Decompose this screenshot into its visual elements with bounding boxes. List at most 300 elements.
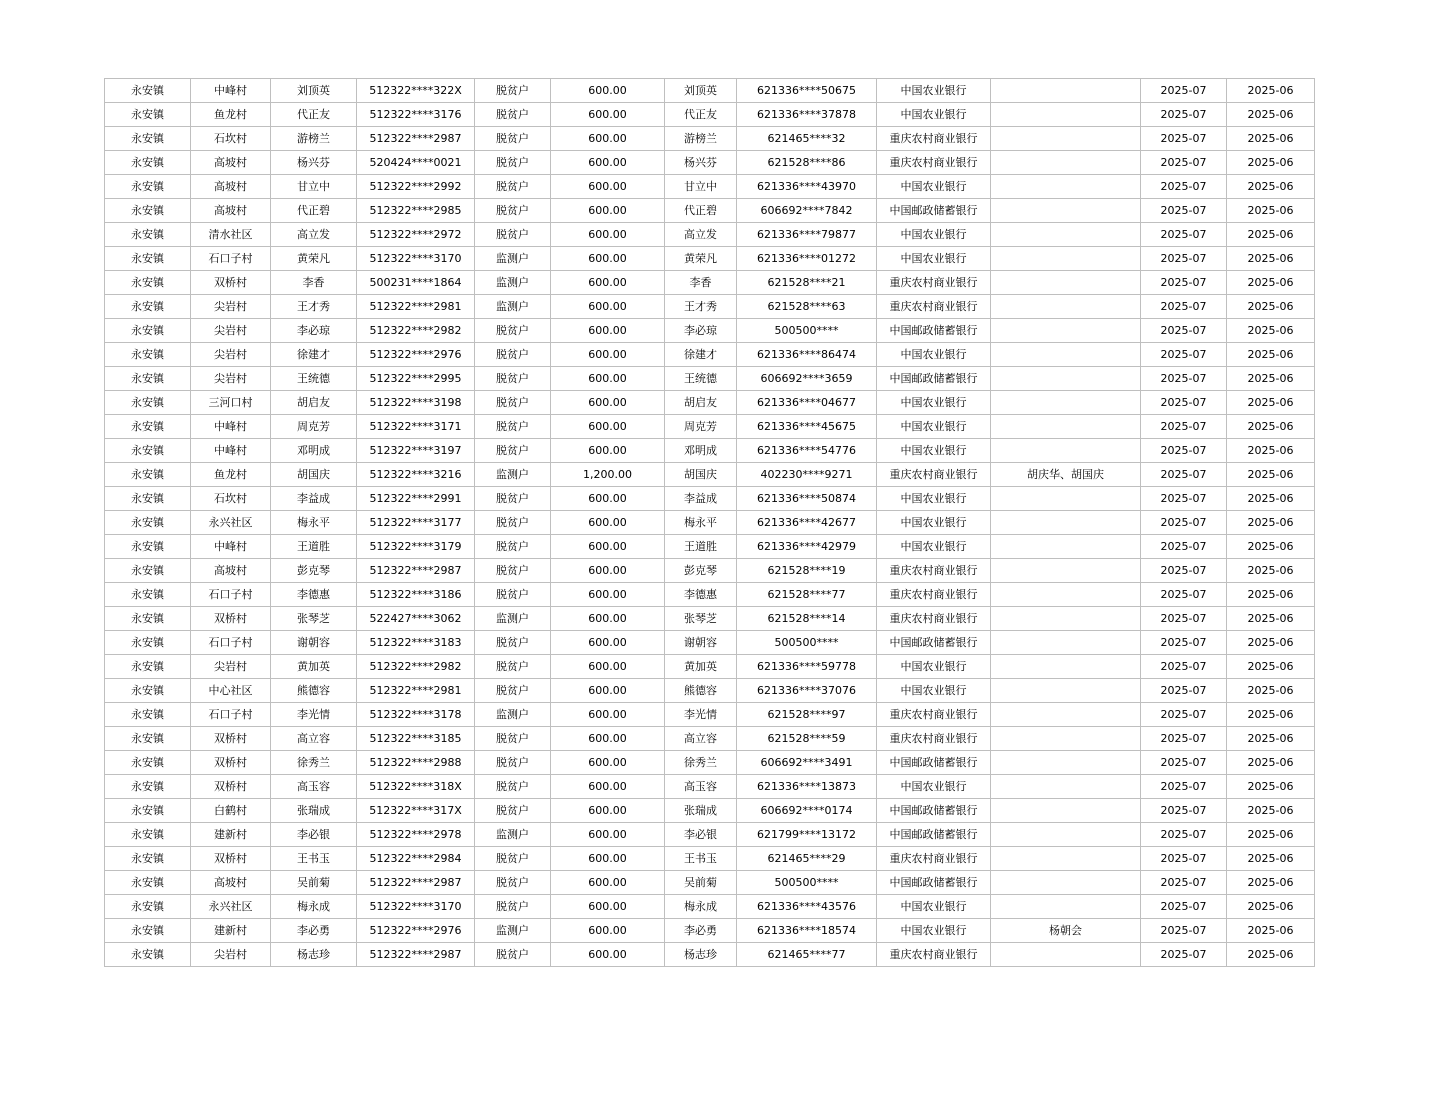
note-cell (991, 943, 1141, 967)
account-holder-cell: 王统德 (665, 367, 737, 391)
household-type-cell: 监测户 (475, 271, 551, 295)
period-month-cell: 2025-06 (1227, 271, 1315, 295)
name-cell: 黄加英 (271, 655, 357, 679)
town-cell: 永安镇 (105, 223, 191, 247)
table-row (105, 391, 1315, 415)
amount-cell: 600.00 (551, 247, 665, 271)
table-row (105, 175, 1315, 199)
village-cell: 双桥村 (191, 271, 271, 295)
id-number-cell: 512322****3170 (357, 247, 475, 271)
name-cell: 李益成 (271, 487, 357, 511)
village-cell: 双桥村 (191, 751, 271, 775)
town-cell: 永安镇 (105, 175, 191, 199)
account-holder-cell: 代正友 (665, 103, 737, 127)
village-cell: 双桥村 (191, 775, 271, 799)
id-number-cell: 512322****3216 (357, 463, 475, 487)
town-cell: 永安镇 (105, 727, 191, 751)
note-cell (991, 343, 1141, 367)
issue-month-cell: 2025-07 (1141, 487, 1227, 511)
amount-cell: 600.00 (551, 559, 665, 583)
household-type-cell: 脱贫户 (475, 79, 551, 103)
household-type-cell: 脱贫户 (475, 511, 551, 535)
issue-month-cell: 2025-07 (1141, 151, 1227, 175)
town-cell: 永安镇 (105, 343, 191, 367)
issue-month-cell: 2025-07 (1141, 823, 1227, 847)
id-number-cell: 512322****2978 (357, 823, 475, 847)
account-number-cell: 621336****13873 (737, 775, 877, 799)
amount-cell: 600.00 (551, 415, 665, 439)
issue-month-cell: 2025-07 (1141, 535, 1227, 559)
amount-cell: 600.00 (551, 271, 665, 295)
issue-month-cell: 2025-07 (1141, 919, 1227, 943)
account-number-cell: 621336****37076 (737, 679, 877, 703)
town-cell: 永安镇 (105, 919, 191, 943)
household-type-cell: 脱贫户 (475, 415, 551, 439)
bank-cell: 重庆农村商业银行 (877, 727, 991, 751)
town-cell: 永安镇 (105, 583, 191, 607)
account-holder-cell: 黄加英 (665, 655, 737, 679)
period-month-cell: 2025-06 (1227, 847, 1315, 871)
name-cell: 高玉容 (271, 775, 357, 799)
household-type-cell: 脱贫户 (475, 775, 551, 799)
town-cell: 永安镇 (105, 775, 191, 799)
note-cell (991, 247, 1141, 271)
table-row (105, 463, 1315, 487)
account-holder-cell: 游榜兰 (665, 127, 737, 151)
household-type-cell: 脱贫户 (475, 367, 551, 391)
household-type-cell: 脱贫户 (475, 655, 551, 679)
period-month-cell: 2025-06 (1227, 439, 1315, 463)
account-holder-cell: 胡国庆 (665, 463, 737, 487)
issue-month-cell: 2025-07 (1141, 319, 1227, 343)
village-cell: 高坡村 (191, 871, 271, 895)
period-month-cell: 2025-06 (1227, 655, 1315, 679)
note-cell (991, 511, 1141, 535)
name-cell: 李德惠 (271, 583, 357, 607)
bank-cell: 重庆农村商业银行 (877, 607, 991, 631)
village-cell: 石坎村 (191, 127, 271, 151)
note-cell (991, 751, 1141, 775)
amount-cell: 600.00 (551, 223, 665, 247)
village-cell: 三河口村 (191, 391, 271, 415)
account-number-cell: 621336****37878 (737, 103, 877, 127)
note-cell (991, 199, 1141, 223)
account-number-cell: 621528****77 (737, 583, 877, 607)
account-number-cell: 621336****79877 (737, 223, 877, 247)
table-row (105, 727, 1315, 751)
issue-month-cell: 2025-07 (1141, 847, 1227, 871)
amount-cell: 600.00 (551, 847, 665, 871)
account-number-cell: 621465****29 (737, 847, 877, 871)
table-row (105, 847, 1315, 871)
account-number-cell: 621336****45675 (737, 415, 877, 439)
period-month-cell: 2025-06 (1227, 535, 1315, 559)
name-cell: 梅永平 (271, 511, 357, 535)
account-holder-cell: 李益成 (665, 487, 737, 511)
town-cell: 永安镇 (105, 631, 191, 655)
bank-cell: 中国邮政储蓄银行 (877, 751, 991, 775)
account-holder-cell: 李德惠 (665, 583, 737, 607)
account-holder-cell: 李光情 (665, 703, 737, 727)
id-number-cell: 512322****2991 (357, 487, 475, 511)
bank-cell: 中国邮政储蓄银行 (877, 199, 991, 223)
amount-cell: 600.00 (551, 655, 665, 679)
village-cell: 尖岩村 (191, 319, 271, 343)
period-month-cell: 2025-06 (1227, 871, 1315, 895)
note-cell (991, 895, 1141, 919)
note-cell (991, 823, 1141, 847)
bank-cell: 中国农业银行 (877, 391, 991, 415)
account-number-cell: 606692****3491 (737, 751, 877, 775)
account-number-cell: 621336****42979 (737, 535, 877, 559)
table-row (105, 799, 1315, 823)
amount-cell: 600.00 (551, 487, 665, 511)
bank-cell: 中国农业银行 (877, 535, 991, 559)
household-type-cell: 监测户 (475, 607, 551, 631)
amount-cell: 600.00 (551, 727, 665, 751)
period-month-cell: 2025-06 (1227, 607, 1315, 631)
village-cell: 高坡村 (191, 151, 271, 175)
household-type-cell: 脱贫户 (475, 199, 551, 223)
period-month-cell: 2025-06 (1227, 775, 1315, 799)
note-cell (991, 271, 1141, 295)
note-cell (991, 775, 1141, 799)
town-cell: 永安镇 (105, 559, 191, 583)
amount-cell: 600.00 (551, 823, 665, 847)
account-number-cell: 621336****42677 (737, 511, 877, 535)
account-holder-cell: 王才秀 (665, 295, 737, 319)
table-row (105, 511, 1315, 535)
issue-month-cell: 2025-07 (1141, 391, 1227, 415)
table-row (105, 415, 1315, 439)
amount-cell: 600.00 (551, 127, 665, 151)
amount-cell: 600.00 (551, 703, 665, 727)
issue-month-cell: 2025-07 (1141, 631, 1227, 655)
bank-cell: 重庆农村商业银行 (877, 127, 991, 151)
household-type-cell: 脱贫户 (475, 943, 551, 967)
note-cell (991, 127, 1141, 151)
period-month-cell: 2025-06 (1227, 463, 1315, 487)
id-number-cell: 512322****2976 (357, 919, 475, 943)
issue-month-cell: 2025-07 (1141, 247, 1227, 271)
note-cell (991, 223, 1141, 247)
name-cell: 李香 (271, 271, 357, 295)
village-cell: 石口子村 (191, 247, 271, 271)
name-cell: 彭克琴 (271, 559, 357, 583)
note-cell (991, 559, 1141, 583)
issue-month-cell: 2025-07 (1141, 703, 1227, 727)
bank-cell: 中国邮政储蓄银行 (877, 823, 991, 847)
note-cell (991, 319, 1141, 343)
amount-cell: 600.00 (551, 679, 665, 703)
period-month-cell: 2025-06 (1227, 175, 1315, 199)
household-type-cell: 脱贫户 (475, 679, 551, 703)
name-cell: 吴前菊 (271, 871, 357, 895)
account-number-cell: 621336****86474 (737, 343, 877, 367)
bank-cell: 重庆农村商业银行 (877, 943, 991, 967)
amount-cell: 600.00 (551, 631, 665, 655)
household-type-cell: 脱贫户 (475, 799, 551, 823)
period-month-cell: 2025-06 (1227, 103, 1315, 127)
account-holder-cell: 王道胜 (665, 535, 737, 559)
table-row (105, 79, 1315, 103)
village-cell: 高坡村 (191, 559, 271, 583)
town-cell: 永安镇 (105, 895, 191, 919)
amount-cell: 600.00 (551, 919, 665, 943)
bank-cell: 中国农业银行 (877, 511, 991, 535)
account-holder-cell: 张瑞成 (665, 799, 737, 823)
village-cell: 尖岩村 (191, 943, 271, 967)
name-cell: 胡启友 (271, 391, 357, 415)
issue-month-cell: 2025-07 (1141, 415, 1227, 439)
period-month-cell: 2025-06 (1227, 127, 1315, 151)
household-type-cell: 脱贫户 (475, 895, 551, 919)
bank-cell: 中国农业银行 (877, 247, 991, 271)
village-cell: 鱼龙村 (191, 103, 271, 127)
name-cell: 高立发 (271, 223, 357, 247)
bank-cell: 中国农业银行 (877, 439, 991, 463)
note-cell (991, 487, 1141, 511)
village-cell: 石口子村 (191, 631, 271, 655)
name-cell: 胡国庆 (271, 463, 357, 487)
account-holder-cell: 高玉容 (665, 775, 737, 799)
village-cell: 中峰村 (191, 79, 271, 103)
table-row (105, 367, 1315, 391)
household-type-cell: 监测户 (475, 463, 551, 487)
id-number-cell: 512322****2982 (357, 655, 475, 679)
household-type-cell: 脱贫户 (475, 583, 551, 607)
town-cell: 永安镇 (105, 943, 191, 967)
name-cell: 邓明成 (271, 439, 357, 463)
account-number-cell: 621465****77 (737, 943, 877, 967)
account-holder-cell: 刘顶英 (665, 79, 737, 103)
account-holder-cell: 胡启友 (665, 391, 737, 415)
account-number-cell: 621465****32 (737, 127, 877, 151)
account-number-cell: 500500**** (737, 871, 877, 895)
account-holder-cell: 谢朝容 (665, 631, 737, 655)
account-number-cell: 621528****86 (737, 151, 877, 175)
bank-cell: 中国农业银行 (877, 655, 991, 679)
issue-month-cell: 2025-07 (1141, 127, 1227, 151)
account-number-cell: 621528****14 (737, 607, 877, 631)
town-cell: 永安镇 (105, 415, 191, 439)
amount-cell: 600.00 (551, 295, 665, 319)
note-cell (991, 103, 1141, 127)
account-number-cell: 621528****19 (737, 559, 877, 583)
name-cell: 高立容 (271, 727, 357, 751)
town-cell: 永安镇 (105, 535, 191, 559)
table-row (105, 679, 1315, 703)
bank-cell: 中国农业银行 (877, 343, 991, 367)
village-cell: 双桥村 (191, 847, 271, 871)
note-cell (991, 151, 1141, 175)
amount-cell: 600.00 (551, 199, 665, 223)
note-cell (991, 703, 1141, 727)
name-cell: 杨志珍 (271, 943, 357, 967)
amount-cell: 600.00 (551, 607, 665, 631)
period-month-cell: 2025-06 (1227, 631, 1315, 655)
table-row (105, 895, 1315, 919)
household-type-cell: 脱贫户 (475, 439, 551, 463)
issue-month-cell: 2025-07 (1141, 727, 1227, 751)
note-cell (991, 79, 1141, 103)
town-cell: 永安镇 (105, 439, 191, 463)
table-row (105, 295, 1315, 319)
bank-cell: 中国农业银行 (877, 175, 991, 199)
town-cell: 永安镇 (105, 463, 191, 487)
note-cell: 杨朝会 (991, 919, 1141, 943)
amount-cell: 600.00 (551, 103, 665, 127)
table-row (105, 535, 1315, 559)
id-number-cell: 512322****322X (357, 79, 475, 103)
town-cell: 永安镇 (105, 655, 191, 679)
town-cell: 永安镇 (105, 607, 191, 631)
town-cell: 永安镇 (105, 511, 191, 535)
account-holder-cell: 高立容 (665, 727, 737, 751)
household-type-cell: 脱贫户 (475, 751, 551, 775)
name-cell: 代正碧 (271, 199, 357, 223)
name-cell: 张琴芝 (271, 607, 357, 631)
issue-month-cell: 2025-07 (1141, 871, 1227, 895)
name-cell: 代正友 (271, 103, 357, 127)
table-row (105, 247, 1315, 271)
bank-cell: 重庆农村商业银行 (877, 559, 991, 583)
household-type-cell: 脱贫户 (475, 559, 551, 583)
id-number-cell: 522427****3062 (357, 607, 475, 631)
bank-cell: 重庆农村商业银行 (877, 847, 991, 871)
period-month-cell: 2025-06 (1227, 487, 1315, 511)
table-row (105, 631, 1315, 655)
town-cell: 永安镇 (105, 871, 191, 895)
id-number-cell: 512322****2981 (357, 679, 475, 703)
table-row (105, 703, 1315, 727)
account-number-cell: 621336****18574 (737, 919, 877, 943)
amount-cell: 600.00 (551, 583, 665, 607)
amount-cell: 600.00 (551, 895, 665, 919)
issue-month-cell: 2025-07 (1141, 367, 1227, 391)
bank-cell: 中国农业银行 (877, 223, 991, 247)
account-holder-cell: 熊德容 (665, 679, 737, 703)
id-number-cell: 512322****2992 (357, 175, 475, 199)
name-cell: 梅永成 (271, 895, 357, 919)
period-month-cell: 2025-06 (1227, 415, 1315, 439)
issue-month-cell: 2025-07 (1141, 199, 1227, 223)
issue-month-cell: 2025-07 (1141, 895, 1227, 919)
issue-month-cell: 2025-07 (1141, 559, 1227, 583)
bank-cell: 中国农业银行 (877, 775, 991, 799)
period-month-cell: 2025-06 (1227, 223, 1315, 247)
town-cell: 永安镇 (105, 127, 191, 151)
name-cell: 李光情 (271, 703, 357, 727)
village-cell: 鱼龙村 (191, 463, 271, 487)
period-month-cell: 2025-06 (1227, 343, 1315, 367)
bank-cell: 重庆农村商业银行 (877, 703, 991, 727)
amount-cell: 600.00 (551, 871, 665, 895)
bank-cell: 中国农业银行 (877, 487, 991, 511)
account-number-cell: 621336****54776 (737, 439, 877, 463)
period-month-cell: 2025-06 (1227, 751, 1315, 775)
id-number-cell: 512322****3198 (357, 391, 475, 415)
name-cell: 甘立中 (271, 175, 357, 199)
town-cell: 永安镇 (105, 391, 191, 415)
note-cell (991, 439, 1141, 463)
household-type-cell: 脱贫户 (475, 487, 551, 511)
name-cell: 王书玉 (271, 847, 357, 871)
id-number-cell: 512322****2987 (357, 127, 475, 151)
table-body (105, 79, 1315, 967)
id-number-cell: 512322****3179 (357, 535, 475, 559)
town-cell: 永安镇 (105, 295, 191, 319)
table-row (105, 607, 1315, 631)
table-row (105, 151, 1315, 175)
period-month-cell: 2025-06 (1227, 199, 1315, 223)
issue-month-cell: 2025-07 (1141, 943, 1227, 967)
village-cell: 双桥村 (191, 727, 271, 751)
village-cell: 尖岩村 (191, 367, 271, 391)
bank-cell: 中国农业银行 (877, 895, 991, 919)
household-type-cell: 脱贫户 (475, 175, 551, 199)
village-cell: 永兴社区 (191, 511, 271, 535)
id-number-cell: 512322****3178 (357, 703, 475, 727)
issue-month-cell: 2025-07 (1141, 295, 1227, 319)
account-number-cell: 621528****21 (737, 271, 877, 295)
amount-cell: 1,200.00 (551, 463, 665, 487)
name-cell: 刘顶英 (271, 79, 357, 103)
household-type-cell: 脱贫户 (475, 871, 551, 895)
account-number-cell: 606692****3659 (737, 367, 877, 391)
id-number-cell: 512322****3176 (357, 103, 475, 127)
town-cell: 永安镇 (105, 319, 191, 343)
period-month-cell: 2025-06 (1227, 295, 1315, 319)
period-month-cell: 2025-06 (1227, 703, 1315, 727)
note-cell: 胡庆华、胡国庆 (991, 463, 1141, 487)
issue-month-cell: 2025-07 (1141, 223, 1227, 247)
account-number-cell: 621528****97 (737, 703, 877, 727)
table-row (105, 751, 1315, 775)
amount-cell: 600.00 (551, 775, 665, 799)
amount-cell: 600.00 (551, 511, 665, 535)
amount-cell: 600.00 (551, 943, 665, 967)
name-cell: 谢朝容 (271, 631, 357, 655)
bank-cell: 中国农业银行 (877, 679, 991, 703)
note-cell (991, 295, 1141, 319)
household-type-cell: 监测户 (475, 295, 551, 319)
bank-cell: 中国农业银行 (877, 415, 991, 439)
note-cell (991, 727, 1141, 751)
account-holder-cell: 高立发 (665, 223, 737, 247)
table-row (105, 943, 1315, 967)
id-number-cell: 512322****3177 (357, 511, 475, 535)
village-cell: 尖岩村 (191, 655, 271, 679)
period-month-cell: 2025-06 (1227, 511, 1315, 535)
account-holder-cell: 代正碧 (665, 199, 737, 223)
town-cell: 永安镇 (105, 751, 191, 775)
id-number-cell: 512322****2982 (357, 319, 475, 343)
period-month-cell: 2025-06 (1227, 79, 1315, 103)
bank-cell: 中国农业银行 (877, 919, 991, 943)
account-number-cell: 621336****50874 (737, 487, 877, 511)
name-cell: 徐秀兰 (271, 751, 357, 775)
household-type-cell: 脱贫户 (475, 727, 551, 751)
account-holder-cell: 李香 (665, 271, 737, 295)
period-month-cell: 2025-06 (1227, 799, 1315, 823)
id-number-cell: 512322****2987 (357, 943, 475, 967)
village-cell: 中峰村 (191, 415, 271, 439)
period-month-cell: 2025-06 (1227, 895, 1315, 919)
note-cell (991, 655, 1141, 679)
name-cell: 熊德容 (271, 679, 357, 703)
town-cell: 永安镇 (105, 487, 191, 511)
